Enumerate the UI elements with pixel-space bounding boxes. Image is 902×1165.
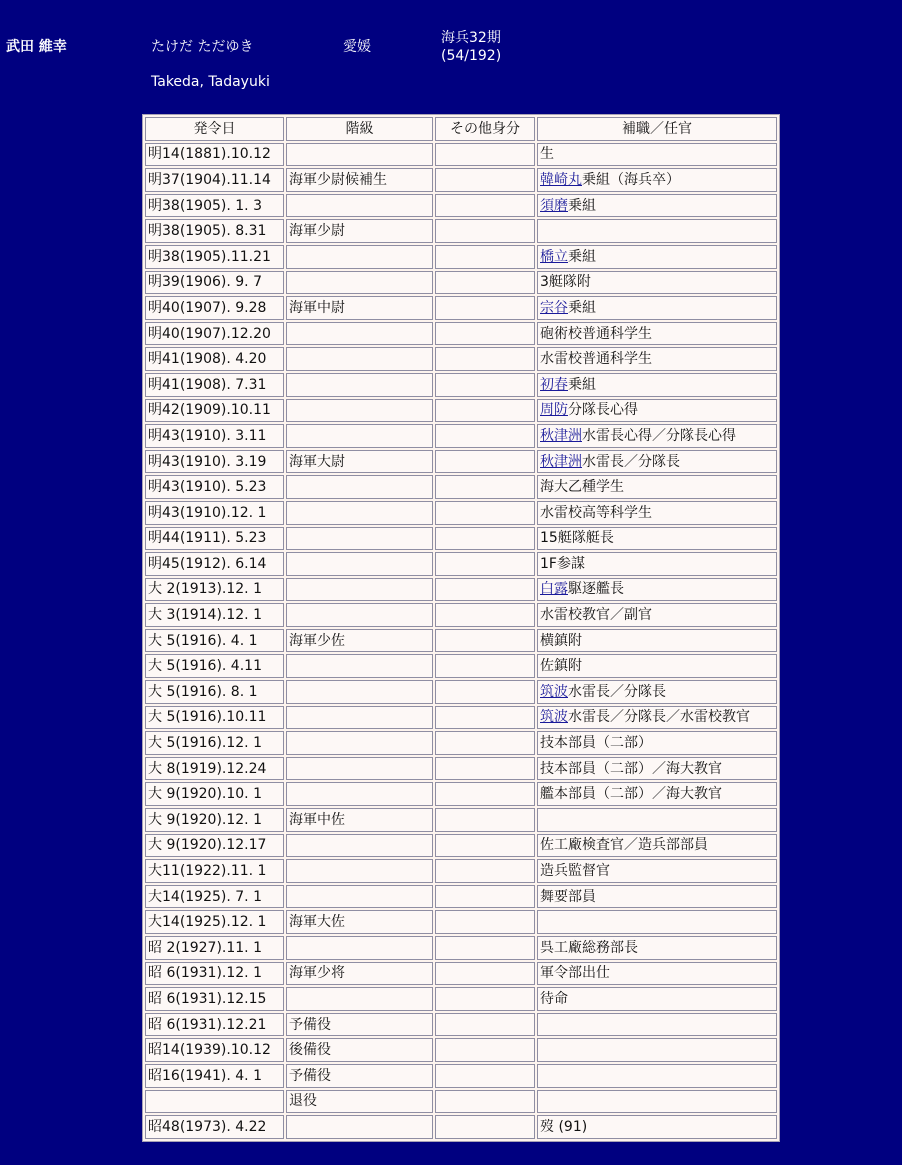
table-row (145, 1013, 777, 1037)
post-cell (537, 629, 777, 653)
date-cell: 明44(1911). 5.23 (145, 527, 284, 551)
ship-link[interactable]: 宗谷 (540, 299, 568, 316)
post-cell (537, 808, 777, 832)
post-cell (537, 578, 777, 602)
table-row (145, 1064, 777, 1088)
post-text: 1F参謀 (540, 555, 585, 572)
table-row (145, 629, 777, 653)
date-cell: 明38(1905). 1. 3 (145, 194, 284, 218)
rank-cell (286, 578, 433, 602)
other-status-cell (435, 629, 535, 653)
table-row (145, 910, 777, 934)
ship-link[interactable]: 筑波 (540, 709, 568, 726)
table-row (145, 450, 777, 474)
post-cell (537, 680, 777, 704)
table-row (145, 757, 777, 781)
post-cell (537, 1038, 777, 1062)
other-status-cell (435, 450, 535, 474)
date-cell (145, 1090, 284, 1114)
rank-cell: 予備役 (286, 1013, 433, 1037)
post-cell (537, 1064, 777, 1088)
table-row (145, 347, 777, 371)
post-cell (537, 1115, 777, 1139)
rank-cell: 海軍少尉候補生 (286, 168, 433, 192)
post-text: 砲術校普通科学生 (540, 325, 652, 342)
rank-cell: 海軍少尉 (286, 219, 433, 243)
rank-cell (286, 322, 433, 346)
date-cell: 明43(1910). 3.19 (145, 450, 284, 474)
post-text: 艦本部員（二部）／海大教官 (540, 786, 722, 803)
rank-cell (286, 552, 433, 576)
table-row (145, 706, 777, 730)
table-row (145, 885, 777, 909)
table-row (145, 271, 777, 295)
post-text: 呉工廠総務部長 (540, 939, 638, 956)
header-post: 補職／任官 (537, 117, 777, 141)
rank-cell: 海軍中尉 (286, 296, 433, 320)
other-status-cell (435, 322, 535, 346)
post-cell (537, 859, 777, 883)
person-name: 武田 維幸 (6, 39, 67, 55)
header-rank: 階級 (286, 117, 433, 141)
post-cell (537, 987, 777, 1011)
date-cell: 昭 6(1931).12. 1 (145, 962, 284, 986)
table-row (145, 194, 777, 218)
table-row (145, 680, 777, 704)
rank-cell: 海軍中佐 (286, 808, 433, 832)
table-row (145, 424, 777, 448)
post-text: 佐工廠検査官／造兵部部員 (540, 837, 708, 854)
other-status-cell (435, 1115, 535, 1139)
other-status-cell (435, 373, 535, 397)
career-table-header (145, 117, 777, 141)
date-cell: 昭 2(1927).11. 1 (145, 936, 284, 960)
academy-class-term: 海兵32期 (441, 30, 501, 46)
ship-link[interactable]: 筑波 (540, 683, 568, 700)
table-row (145, 1115, 777, 1139)
post-text: 技本部員（二部）／海大教官 (540, 760, 722, 777)
rank-cell (286, 757, 433, 781)
table-row (145, 219, 777, 243)
post-text: 佐鎮附 (540, 658, 582, 675)
post-text: 水雷長心得／分隊長心得 (582, 427, 736, 444)
post-cell (537, 322, 777, 346)
header-other-status: その他身分 (435, 117, 535, 141)
date-cell: 大 5(1916). 4. 1 (145, 629, 284, 653)
ship-link[interactable]: 白露 (540, 581, 568, 598)
other-status-cell (435, 910, 535, 934)
date-cell: 明40(1907).12.20 (145, 322, 284, 346)
other-status-cell (435, 962, 535, 986)
other-status-cell (435, 347, 535, 371)
other-status-cell (435, 706, 535, 730)
header-date: 発令日 (145, 117, 284, 141)
post-cell (537, 706, 777, 730)
rank-cell: 退役 (286, 1090, 433, 1114)
other-status-cell (435, 859, 535, 883)
ship-link[interactable]: 秋津洲 (540, 453, 582, 470)
other-status-cell (435, 808, 535, 832)
table-row (145, 296, 777, 320)
rank-cell: 海軍少将 (286, 962, 433, 986)
date-cell: 大 3(1914).12. 1 (145, 603, 284, 627)
post-text: 駆逐艦長 (568, 581, 624, 598)
other-status-cell (435, 603, 535, 627)
post-cell (537, 757, 777, 781)
table-row (145, 578, 777, 602)
post-text: 乗組 (568, 197, 596, 214)
ship-link[interactable]: 橋立 (540, 248, 568, 265)
other-status-cell (435, 757, 535, 781)
table-row (145, 987, 777, 1011)
post-text: 水雷長／分隊長 (582, 453, 680, 470)
date-cell: 大 2(1913).12. 1 (145, 578, 284, 602)
other-status-cell (435, 271, 535, 295)
table-row (145, 962, 777, 986)
post-text: 水雷長／分隊長 (568, 683, 666, 700)
other-status-cell (435, 782, 535, 806)
rank-cell (286, 399, 433, 423)
date-cell: 明42(1909).10.11 (145, 399, 284, 423)
table-row (145, 475, 777, 499)
rank-cell: 海軍少佐 (286, 629, 433, 653)
post-cell (537, 936, 777, 960)
other-status-cell (435, 501, 535, 525)
date-cell: 昭16(1941). 4. 1 (145, 1064, 284, 1088)
date-cell: 昭48(1973). 4.22 (145, 1115, 284, 1139)
table-row (145, 808, 777, 832)
date-cell: 明43(1910).12. 1 (145, 501, 284, 525)
post-cell (537, 1090, 777, 1114)
rank-cell (286, 936, 433, 960)
table-row (145, 399, 777, 423)
post-cell (537, 168, 777, 192)
date-cell: 大 9(1920).10. 1 (145, 782, 284, 806)
rank-cell (286, 194, 433, 218)
rank-cell (286, 603, 433, 627)
other-status-cell (435, 654, 535, 678)
date-cell: 明43(1910). 5.23 (145, 475, 284, 499)
rank-cell (286, 885, 433, 909)
table-row (145, 373, 777, 397)
career-table-body (145, 143, 777, 1139)
post-cell (537, 219, 777, 243)
date-cell: 大 9(1920).12.17 (145, 834, 284, 858)
date-cell: 明45(1912). 6.14 (145, 552, 284, 576)
date-cell: 明37(1904).11.14 (145, 168, 284, 192)
other-status-cell (435, 987, 535, 1011)
post-cell (537, 399, 777, 423)
post-text: 海大乙種学生 (540, 479, 624, 496)
post-cell (537, 194, 777, 218)
other-status-cell (435, 1013, 535, 1037)
date-cell: 大11(1922).11. 1 (145, 859, 284, 883)
other-status-cell (435, 680, 535, 704)
post-cell (537, 271, 777, 295)
post-text: 15艇隊艇長 (540, 530, 614, 547)
post-cell (537, 296, 777, 320)
ship-link[interactable]: 秋津洲 (540, 427, 582, 444)
table-row (145, 834, 777, 858)
date-cell: 明38(1905). 8.31 (145, 219, 284, 243)
post-text: 水雷校高等科学生 (540, 504, 652, 521)
post-cell (537, 731, 777, 755)
ship-link[interactable]: 初春 (540, 376, 568, 393)
ship-link[interactable]: 韓崎丸 (540, 171, 582, 188)
date-cell: 明14(1881).10.12 (145, 143, 284, 167)
post-text: 水雷校普通科学生 (540, 351, 652, 368)
post-text: 乗組（海兵卒） (582, 171, 680, 188)
person-romaji: Takeda, Tadayuki (151, 74, 270, 90)
post-cell (537, 552, 777, 576)
date-cell: 明43(1910). 3.11 (145, 424, 284, 448)
rank-cell (286, 834, 433, 858)
other-status-cell (435, 143, 535, 167)
rank-cell (286, 475, 433, 499)
post-text: 技本部員（二部） (540, 735, 652, 752)
other-status-cell (435, 1090, 535, 1114)
table-row (145, 782, 777, 806)
post-cell (537, 501, 777, 525)
date-cell: 明38(1905).11.21 (145, 245, 284, 269)
post-cell (537, 834, 777, 858)
rank-cell: 後備役 (286, 1038, 433, 1062)
post-cell (537, 373, 777, 397)
post-text: 3艇隊附 (540, 274, 591, 291)
other-status-cell (435, 552, 535, 576)
post-text: 横鎮附 (540, 632, 582, 649)
table-row (145, 322, 777, 346)
rank-cell (286, 987, 433, 1011)
rank-cell (286, 501, 433, 525)
date-cell: 大 5(1916). 4.11 (145, 654, 284, 678)
other-status-cell (435, 885, 535, 909)
post-text: 生 (540, 146, 554, 163)
table-row (145, 859, 777, 883)
rank-cell (286, 347, 433, 371)
post-text: 水雷長／分隊長／水雷校教官 (568, 709, 750, 726)
post-text: 分隊長心得 (568, 402, 638, 419)
date-cell: 大14(1925).12. 1 (145, 910, 284, 934)
table-row (145, 1038, 777, 1062)
other-status-cell (435, 475, 535, 499)
date-cell: 明40(1907). 9.28 (145, 296, 284, 320)
table-row (145, 245, 777, 269)
post-text: 歿 (91) (540, 1118, 588, 1135)
rank-cell (286, 143, 433, 167)
rank-cell: 海軍大佐 (286, 910, 433, 934)
post-text: 乗組 (568, 299, 596, 316)
rank-cell (286, 654, 433, 678)
table-row (145, 552, 777, 576)
other-status-cell (435, 731, 535, 755)
rank-cell (286, 782, 433, 806)
rank-cell (286, 680, 433, 704)
rank-cell: 海軍大尉 (286, 450, 433, 474)
post-text: 舞要部員 (540, 888, 596, 905)
date-cell: 昭14(1939).10.12 (145, 1038, 284, 1062)
other-status-cell (435, 194, 535, 218)
post-cell (537, 910, 777, 934)
other-status-cell (435, 168, 535, 192)
date-cell: 明39(1906). 9. 7 (145, 271, 284, 295)
post-cell (537, 424, 777, 448)
other-status-cell (435, 527, 535, 551)
post-text: 待命 (540, 990, 568, 1007)
post-cell (537, 885, 777, 909)
post-cell (537, 475, 777, 499)
table-row (145, 603, 777, 627)
table-row (145, 143, 777, 167)
other-status-cell (435, 1064, 535, 1088)
ship-link[interactable]: 周防 (540, 402, 568, 419)
table-row (145, 1090, 777, 1114)
academy-class (441, 29, 501, 65)
table-row (145, 654, 777, 678)
date-cell: 昭 6(1931).12.21 (145, 1013, 284, 1037)
rank-cell (286, 271, 433, 295)
post-text: 水雷校教官／副官 (540, 607, 652, 624)
table-row (145, 501, 777, 525)
post-cell (537, 1013, 777, 1037)
date-cell: 大 5(1916).12. 1 (145, 731, 284, 755)
post-cell (537, 143, 777, 167)
post-cell (537, 782, 777, 806)
career-table (142, 114, 780, 1142)
table-row (145, 168, 777, 192)
date-cell: 大14(1925). 7. 1 (145, 885, 284, 909)
rank-cell (286, 245, 433, 269)
other-status-cell (435, 424, 535, 448)
rank-cell (286, 527, 433, 551)
rank-cell (286, 706, 433, 730)
other-status-cell (435, 219, 535, 243)
other-status-cell (435, 399, 535, 423)
post-cell (537, 527, 777, 551)
date-cell: 明41(1908). 4.20 (145, 347, 284, 371)
rank-cell (286, 731, 433, 755)
post-cell (537, 347, 777, 371)
rank-cell (286, 1115, 433, 1139)
post-cell (537, 450, 777, 474)
table-row (145, 527, 777, 551)
person-kana: たけだ ただゆき (151, 39, 254, 55)
date-cell: 昭 6(1931).12.15 (145, 987, 284, 1011)
academy-class-rank: (54/192) (441, 48, 502, 64)
rank-cell (286, 859, 433, 883)
date-cell: 大 5(1916).10.11 (145, 706, 284, 730)
other-status-cell (435, 936, 535, 960)
other-status-cell (435, 1038, 535, 1062)
post-text: 造兵監督官 (540, 863, 610, 880)
date-cell: 明41(1908). 7.31 (145, 373, 284, 397)
table-row (145, 936, 777, 960)
date-cell: 大 5(1916). 8. 1 (145, 680, 284, 704)
rank-cell (286, 424, 433, 448)
rank-cell (286, 373, 433, 397)
post-text: 乗組 (568, 376, 596, 393)
table-row (145, 731, 777, 755)
post-cell (537, 962, 777, 986)
ship-link[interactable]: 須磨 (540, 197, 568, 214)
post-cell (537, 603, 777, 627)
rank-cell: 予備役 (286, 1064, 433, 1088)
post-cell (537, 245, 777, 269)
date-cell: 大 8(1919).12.24 (145, 757, 284, 781)
post-text: 乗組 (568, 248, 596, 265)
post-cell (537, 654, 777, 678)
other-status-cell (435, 296, 535, 320)
other-status-cell (435, 834, 535, 858)
date-cell: 大 9(1920).12. 1 (145, 808, 284, 832)
other-status-cell (435, 578, 535, 602)
person-prefecture: 愛媛 (343, 39, 371, 55)
other-status-cell (435, 245, 535, 269)
post-text: 軍令部出仕 (540, 965, 610, 982)
